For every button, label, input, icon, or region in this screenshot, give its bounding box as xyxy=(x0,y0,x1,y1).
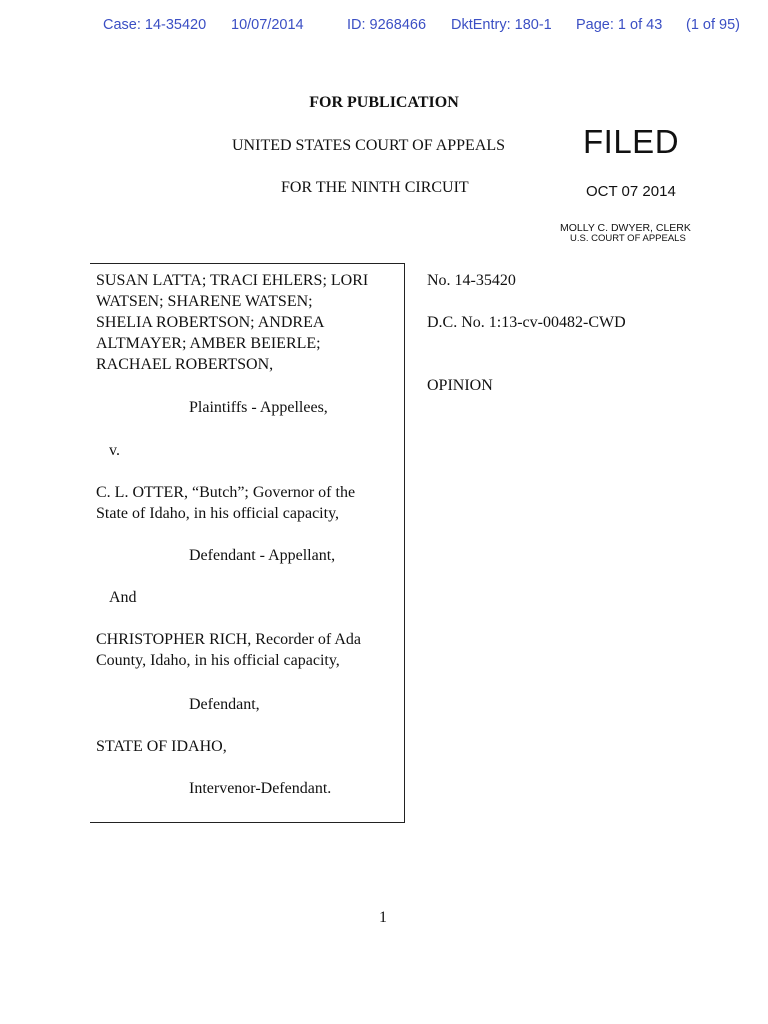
header-total: (1 of 95) xyxy=(686,17,740,33)
plaintiff-line: SUSAN LATTA; TRACI EHLERS; LORI xyxy=(96,272,369,289)
plaintiffs-role: Plaintiffs - Appellees, xyxy=(189,399,328,416)
filed-date: OCT 07 2014 xyxy=(586,183,676,200)
defendant-line: State of Idaho, in his official capacity, xyxy=(96,505,340,522)
defendant-role: Defendant - Appellant, xyxy=(189,547,336,564)
header-id: ID: 9268466 xyxy=(347,17,427,33)
filed-stamp: FILED xyxy=(583,123,680,160)
header-date: 10/07/2014 xyxy=(231,17,304,33)
plaintiff-line: SHELIA ROBERTSON; ANDREA xyxy=(96,314,325,331)
case-number: No. 14-35420 xyxy=(427,272,516,289)
header-case: Case: 14-35420 xyxy=(103,17,207,33)
and-connector: And xyxy=(109,589,137,606)
publication-heading: FOR PUBLICATION xyxy=(309,94,459,111)
clerk-court: U.S. COURT OF APPEALS xyxy=(570,233,686,244)
header-dkt: DktEntry: 180-1 xyxy=(451,17,552,33)
defendant-role: Defendant, xyxy=(189,696,260,713)
plaintiff-line: RACHAEL ROBERTSON, xyxy=(96,356,274,373)
district-court-number: D.C. No. 1:13-cv-00482-CWD xyxy=(427,314,626,331)
docket-header xyxy=(0,17,768,37)
intervenor-role: Intervenor-Defendant. xyxy=(189,780,332,797)
versus: v. xyxy=(109,442,120,459)
circuit-name: FOR THE NINTH CIRCUIT xyxy=(281,179,469,196)
clerk-name: MOLLY C. DWYER, CLERK xyxy=(560,222,691,234)
defendant-line: C. L. OTTER, “Butch”; Governor of the xyxy=(96,484,356,501)
plaintiff-line: ALTMAYER; AMBER BEIERLE; xyxy=(96,335,321,352)
plaintiff-line: WATSEN; SHARENE WATSEN; xyxy=(96,293,313,310)
intervenor-name: STATE OF IDAHO, xyxy=(96,738,227,755)
court-name: UNITED STATES COURT OF APPEALS xyxy=(232,137,506,154)
page-number: 1 xyxy=(379,909,387,926)
defendant-line: CHRISTOPHER RICH, Recorder of Ada xyxy=(96,631,362,648)
defendant-line: County, Idaho, in his official capacity, xyxy=(96,652,340,669)
header-page: Page: 1 of 43 xyxy=(576,17,663,33)
document-type: OPINION xyxy=(427,377,493,394)
